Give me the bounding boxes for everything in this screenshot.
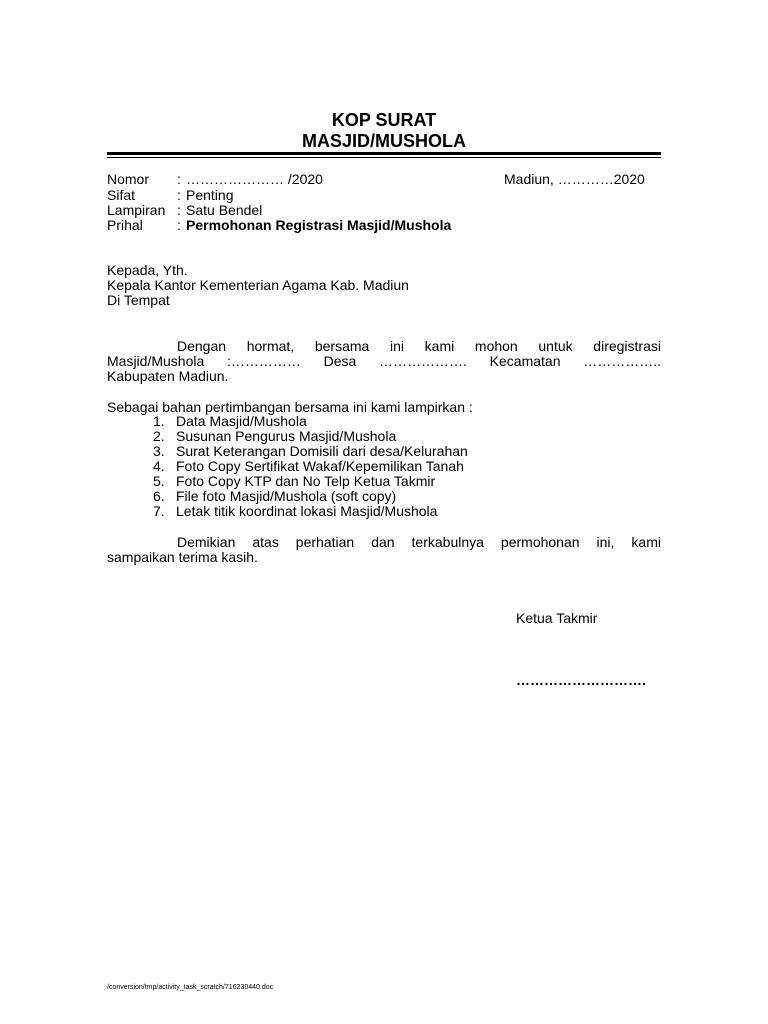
meta-colon: :	[177, 202, 181, 218]
attachment-number: 1.	[153, 413, 165, 429]
attachment-text: File foto Masjid/Mushola (soft copy)	[176, 488, 397, 504]
attachment-number: 4.	[153, 458, 165, 474]
attachment-text: Letak titik koordinat lokasi Masjid/Mushola	[176, 503, 438, 519]
attachment-number: 6.	[153, 488, 165, 504]
recipient-greeting: Kepada, Yth.	[107, 262, 188, 278]
attachment-text: Foto Copy KTP dan No Telp Ketua Takmir	[176, 473, 436, 489]
attachment-number: 3.	[153, 443, 165, 459]
closing-paragraph-line: Demikian atas perhatian dan terkabulnya permohonan ini, kami	[177, 534, 661, 550]
signature-line: ……………………….	[516, 672, 646, 688]
recipient-location: Di Tempat	[107, 292, 170, 308]
body-paragraph-line: Kabupaten Madiun.	[107, 368, 229, 384]
signature-title: Ketua Takmir	[516, 610, 598, 626]
letterhead-divider-thin	[107, 157, 661, 158]
attachment-item	[153, 429, 396, 444]
attachment-item	[153, 474, 435, 489]
attachment-number: 5.	[153, 473, 165, 489]
meta-nomor-value: ………………… /2020	[186, 171, 323, 187]
meta-colon: :	[177, 187, 181, 203]
body-paragraph-line: Dengan hormat, bersama ini kami mohon untuk diregistrasi	[177, 338, 661, 354]
attachment-number: 2.	[153, 428, 165, 444]
meta-lampiran-label: Lampiran	[107, 202, 166, 218]
place-date: Madiun, …………2020	[504, 171, 645, 187]
attachment-item	[153, 414, 307, 429]
footer-file-path: /conversion/tmp/activity_task_scratch/716230440.doc	[107, 984, 274, 991]
letterhead-subtitle: MASJID/MUSHOLA	[301, 131, 466, 151]
attachment-text: Susunan Pengurus Masjid/Mushola	[176, 428, 397, 444]
recipient-name: Kepala Kantor Kementerian Agama Kab. Madiun	[107, 277, 409, 293]
attachment-item	[153, 504, 437, 519]
meta-sifat-value: Penting	[186, 187, 234, 203]
meta-prihal-value: Permohonan Registrasi Masjid/Mushola	[186, 217, 452, 233]
body-paragraph-line: Masjid/Mushola :…………… Desa ………………. Kecamatan ……………..	[107, 353, 661, 369]
attachments-intro: Sebagai bahan pertimbangan bersama ini kami lampirkan :	[107, 399, 473, 415]
closing-paragraph-line: sampaikan terima kasih.	[107, 549, 258, 565]
attachment-item	[153, 444, 468, 459]
attachment-item	[153, 489, 396, 504]
meta-nomor-label: Nomor	[107, 171, 150, 187]
letterhead-title: KOP SURAT	[331, 110, 437, 130]
meta-sifat-label: Sifat	[107, 187, 136, 203]
attachment-item	[153, 459, 464, 474]
attachment-text: Surat Keterangan Domisili dari desa/Kelurahan	[176, 443, 468, 459]
meta-prihal-label: Prihal	[107, 217, 143, 233]
letterhead-divider-thick	[107, 152, 661, 155]
attachment-text: Foto Copy Sertifikat Wakaf/Kepemilikan Tanah	[176, 458, 464, 474]
meta-colon: :	[177, 171, 181, 187]
attachment-number: 7.	[153, 503, 165, 519]
meta-lampiran-value: Satu Bendel	[186, 202, 263, 218]
meta-colon: :	[177, 217, 181, 233]
attachment-text: Data Masjid/Mushola	[176, 413, 307, 429]
